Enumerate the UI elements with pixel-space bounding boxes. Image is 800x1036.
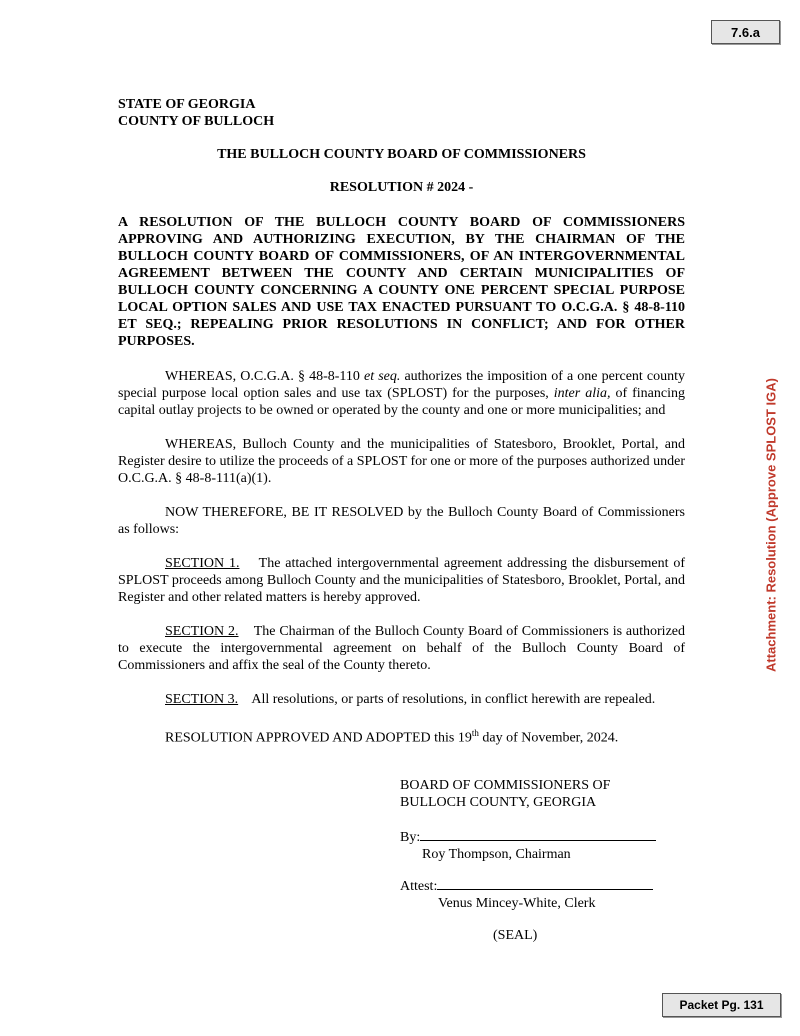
whereas-paragraph-1: WHEREAS, O.C.G.A. § 48-8-110 et seq. authorizes the imposition of a one percent county special purpose local option sales and use tax (SPLOST) for the purposes, inter alia, of financing capital outlay projects to be owned or operated by the county and one or more municipalities; and: [118, 369, 685, 418]
county-line: COUNTY OF BULLOCH: [118, 114, 275, 129]
section-1-label: SECTION 1.: [165, 556, 240, 571]
whereas-paragraph-2: WHEREAS, Bulloch County and the municipalities of Statesboro, Brooklet, Portal, and Register desire to utilize the proceeds of a SPLOST for one or more of the purposes authorized under O.C.G.A. § 48-8-111(a)(1).: [118, 437, 685, 486]
section-2-label: SECTION 2.: [165, 624, 239, 639]
board-name-line-1: BOARD OF COMMISSIONERS OF: [400, 778, 611, 793]
clerk-attest: Attest: Venus Mincey-White, Clerk: [400, 876, 653, 912]
section-2: SECTION 2. The Chairman of the Bulloch County Board of Commissioners is authorized to execute the intergovernmental agreement on behalf of the Bulloch County Board of Commissioners and affix the seal of the County thereto.: [118, 624, 686, 673]
state-line: STATE OF GEORGIA: [118, 97, 256, 112]
clerk-signature-line: [437, 876, 653, 890]
chairman-signature: By: Roy Thompson, Chairman: [400, 827, 656, 863]
board-name-line-2: BULLOCH COUNTY, GEORGIA: [400, 795, 597, 810]
page-tag: 7.6.a: [711, 20, 780, 44]
attachment-side-note: Attachment: Resolution (Approve SPLOST IGA): [763, 378, 779, 672]
clerk-name: Venus Mincey-White, Clerk: [438, 896, 596, 911]
resolution-title: A RESOLUTION OF THE BULLOCH COUNTY BOARD OF COMMISSIONERS APPROVING AND AUTHORIZING EXECUTION, BY THE CHAIRMAN OF THE BULLOCH COUNTY BOARD OF COMMISSIONERS, OF AN INTERGOVERNMENTAL AGREEMENT BETWEEN THE COUNTY AND CERTAIN MUNICIPALITIES OF BULLOCH COUNTY CONCERNING A COUNTY ONE PERCENT SPECIAL PURPOSE LOCAL OPTION SALES AND USE TAX ENACTED PURSUANT TO O.C.G.A. § 48-8-110 ET SEQ.; REPEALING PRIOR RESOLUTIONS IN CONFLICT; AND FOR OTHER PURPOSES.: [118, 215, 685, 349]
section-3-label: SECTION 3.: [165, 692, 239, 707]
section-1: SECTION 1. The attached intergovernmental agreement addressing the disbursement of SPLOST proceeds among Bulloch County and the municipalities of Statesboro, Brooklet, Portal, and Register and other related matters is hereby approved.: [118, 556, 685, 605]
packet-page-number: Packet Pg. 131: [662, 993, 781, 1017]
now-therefore-paragraph: NOW THEREFORE, BE IT RESOLVED by the Bulloch County Board of Commissioners as follows:: [118, 505, 685, 537]
board-signature-block: [400, 777, 610, 811]
chairman-signature-line: [420, 827, 656, 841]
adoption-statement: RESOLUTION APPROVED AND ADOPTED this 19th day of November, 2024.: [165, 728, 619, 746]
seal-label: (SEAL): [493, 928, 538, 943]
chairman-name: Roy Thompson, Chairman: [422, 847, 571, 862]
resolution-document: [118, 96, 685, 747]
section-3: SECTION 3. All resolutions, or parts of resolutions, in conflict herewith are repealed.: [165, 692, 656, 707]
board-heading: THE BULLOCH COUNTY BOARD OF COMMISSIONERS: [217, 147, 586, 162]
resolution-number: RESOLUTION # 2024 -: [329, 180, 474, 195]
